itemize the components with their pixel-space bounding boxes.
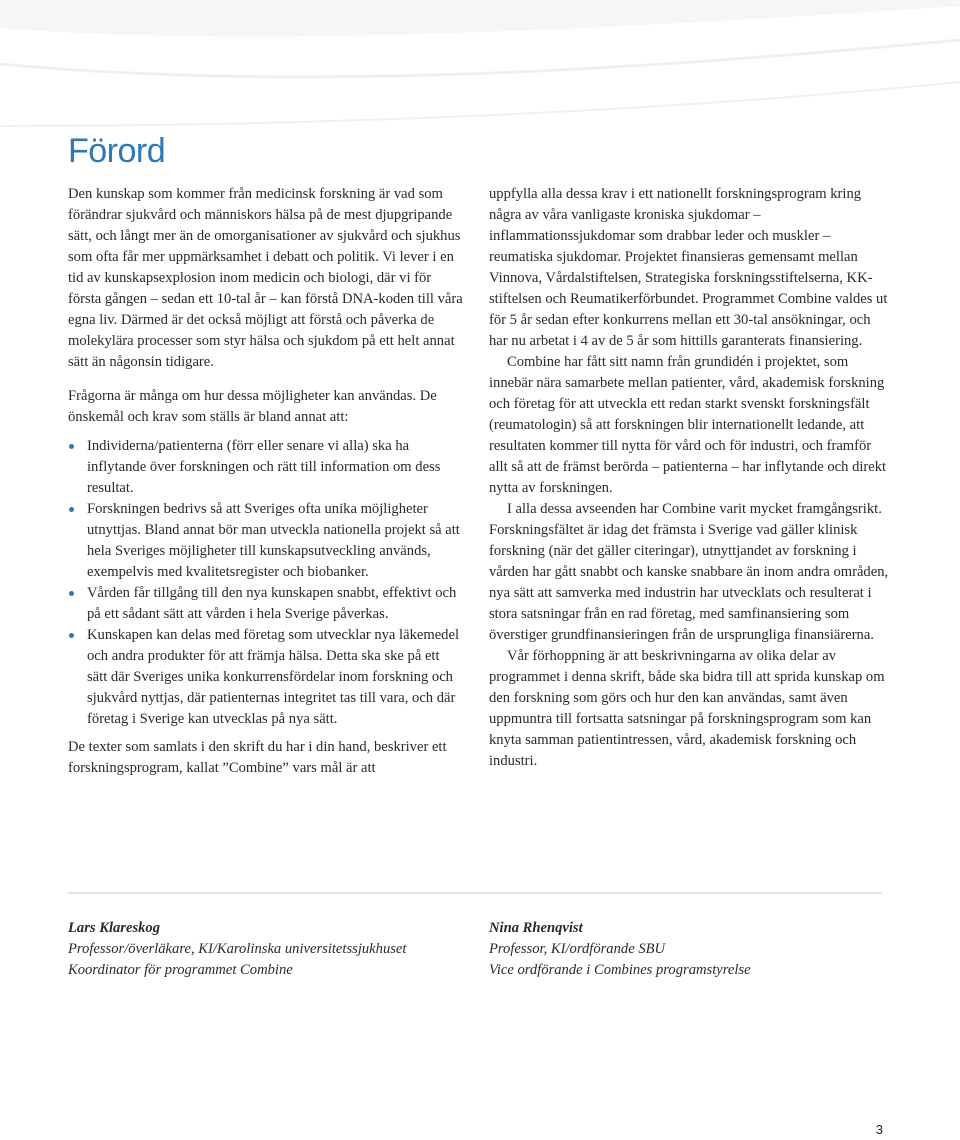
signatory-title: Professor/överläkare, KI/Karolinska universitetssjukhuset xyxy=(68,941,407,957)
list-item: Vården får tillgång till den nya kunskapen snabbt, effektivt och på ett sådant sätt att vården i hela Sverige påverkas. xyxy=(68,583,463,625)
bullet-icon xyxy=(69,444,74,449)
combine-intro-paragraph: De texter som samlats i den skrift du har i din hand, beskriver ett forskningsprogram, kallat ”Combine” vars mål är att xyxy=(68,739,447,776)
right-column xyxy=(489,184,889,772)
signature-right xyxy=(489,918,751,981)
list-item: Kunskapen kan delas med företag som utvecklar nya läkemedel och andra produkter för att främja hälsa. Detta ska ske på ett sätt där Sveriges unika konkurrensfördelar inom forskning och sjukvård nyttjas, där patienternas integritet tas till vara, och där företag i Sverige kan utvecklas på nya sätt. xyxy=(68,625,463,730)
requirements-list xyxy=(68,436,463,730)
signatory-role: Koordinator för programmet Combine xyxy=(68,962,293,978)
success-paragraph: I alla dessa avseenden har Combine varit mycket framgångsrikt. Forskningsfältet är idag det främsta i Sverige vad gäller klinisk forskning (när det gäller citeringar), utnyttjandet av forskning i vården har gått snabbt och kanske snabbare än inom andra områden, nya sätt att samverka med industrin har utvecklats och resulterat i stora satsningar från en rad företag, med samfinansiering som överstiger grundfinansieringen från de ursprungliga finansiärerna. xyxy=(489,501,889,643)
header-swoosh xyxy=(0,0,960,140)
questions-paragraph: Frågorna är många om hur dessa möjligheter kan användas. De önskemål och krav som ställs är bland annat att: xyxy=(68,388,437,425)
hope-paragraph: Vår förhoppning är att beskrivningarna av olika delar av programmet i denna skrift, både ska bidra till att sprida kunskap om den forskning som görs och hur den kan användas, samt även uppmuntra till fortsatta satsningar på forskningsprogram som kan knyta samman patientintressen, vård, akademisk forskning och industri. xyxy=(489,648,885,769)
bullet-icon xyxy=(69,591,74,596)
signature-left xyxy=(68,918,406,981)
program-paragraph: uppfylla alla dessa krav i ett nationellt forskningsprogram kring några av våra vanligaste kroniska sjukdomar – inflammationssjukdomar som drabbar leder och muskler – reumatiska sjukdomar. Projektet finansieras gemensamt mellan Vinnova, Vårdalstiftelsen, Strategiska forskningsstiftelserna, KK-stiftelsen och Reumatikerförbundet. Programmet Combine valdes ut för 5 år sedan efter konkurrens mellan ett 30-tal ansökningar, och har nu arbetat i 4 av de 5 år som hittills garanterats finansiering. xyxy=(489,186,888,349)
bullet-icon xyxy=(69,507,74,512)
signatory-role: Vice ordförande i Combines programstyrelse xyxy=(489,962,751,978)
page-number: 3 xyxy=(875,1122,883,1137)
list-item: Individerna/patienterna (förr eller senare vi alla) ska ha inflytande över forskningen och rätt till information om dess resultat. xyxy=(68,436,463,499)
bullet-icon xyxy=(69,633,74,638)
list-item: Forskningen bedrivs så att Sveriges ofta unika möjligheter utnyttjas. Bland annat bör man utveckla nationella projekt så att hela Sveriges möjligheter till kunskapsutveckling används, exempelvis med kvalitetsregister och biobanker. xyxy=(68,499,463,583)
left-column xyxy=(68,184,463,779)
intro-paragraph: Den kunskap som kommer från medicinsk forskning är vad som förändrar sjukvård och människors hälsa på de mest djupgripande sätt, och långt mer än de omorganisationer av sjukvård och sjukhus som ofta får mer uppmärksamhet i debatt och politik. Vi lever i en tid av kunskapsexplosion inom medicin och biologi, där vi för första gången – sedan ett 10-tal år – kan förstå DNA-koden till våra egna liv. Därmed är det också möjligt att förstå och påverka de molekylära processer som styr hälsa och sjukdom på ett helt annat sätt än någonsin tidigare. xyxy=(68,186,463,370)
page-title: Förord xyxy=(68,132,166,170)
signatory-name: Lars Klareskog xyxy=(68,920,161,936)
divider xyxy=(68,892,882,894)
signatory-name: Nina Rhenqvist xyxy=(489,920,583,936)
signatory-title: Professor, KI/ordförande SBU xyxy=(489,941,666,957)
name-origin-paragraph: Combine har fått sitt namn från grundidén i projektet, som innebär nära samarbete mellan patienter, vård, akademisk forskning och företag för att utveckla ett redan starkt svenskt forskningsfält (reumatologin) så att forskningen blir internationellt ledande, att resultaten kommer till nytta för vård och för industri, och framför allt så att de främst berörda – patienterna – har inflytande och direkt nytta av forskningen. xyxy=(489,354,887,496)
